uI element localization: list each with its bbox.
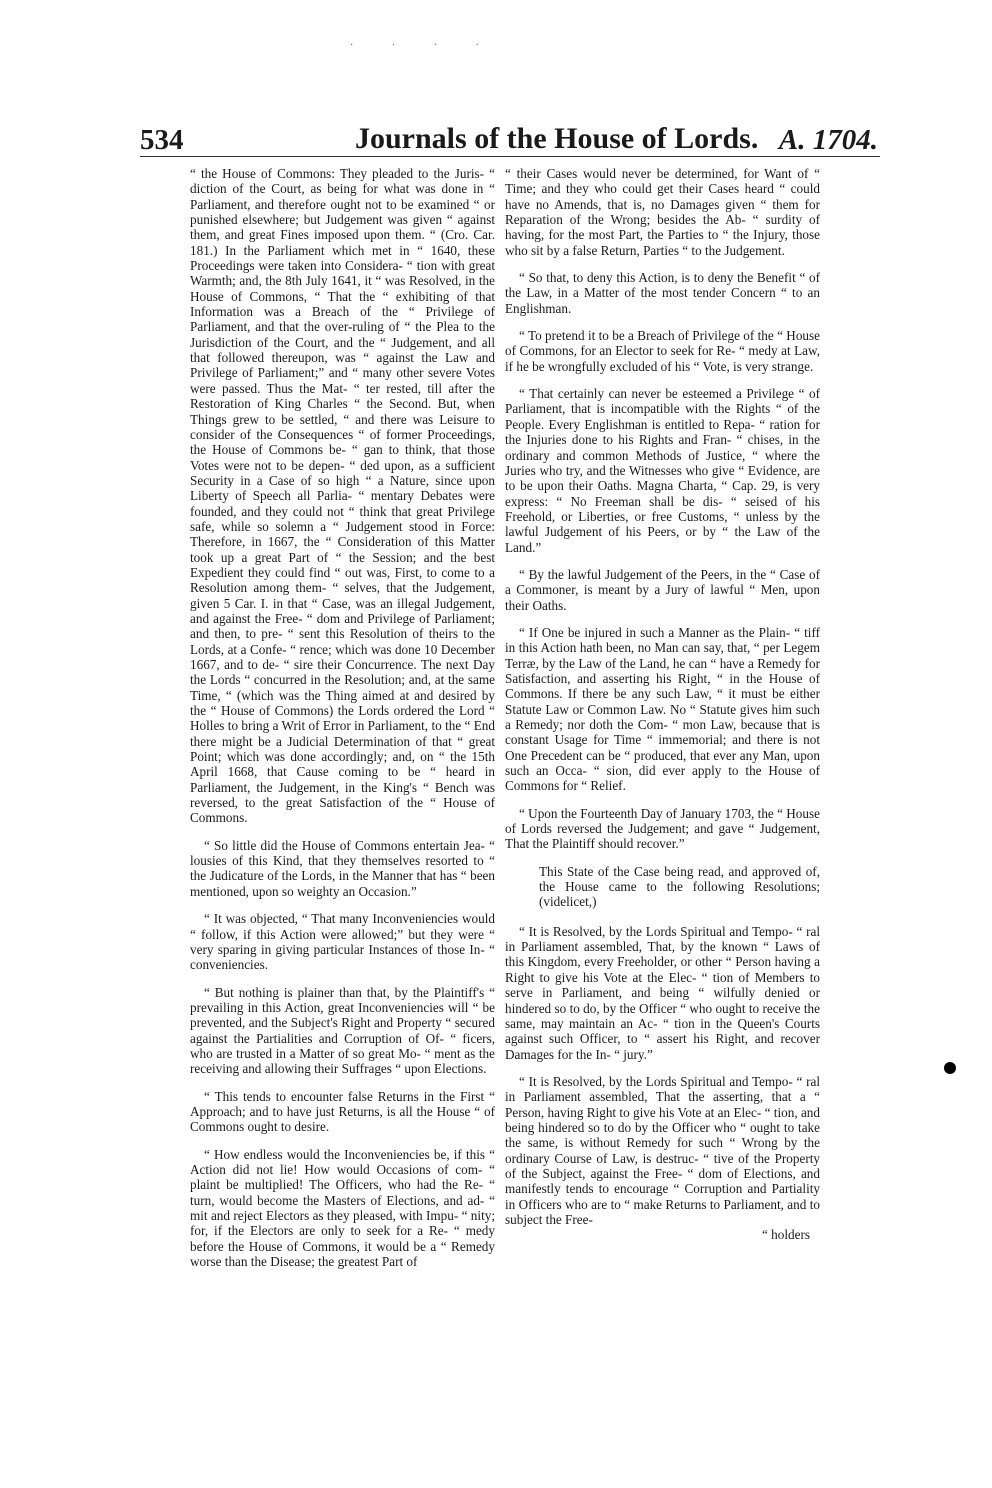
paragraph: “ If One be injured in such a Manner as the Plain- “ tiff in this Action hath been, no Man can say, that, “ per Legem Terræ, by the Law of the Land, he can “ have a Remedy for Satisfaction, and asserting his Right, “ in the House of Commons. If there be any such Law, “ it must be either Statute Law or Common Law. No “ Statute gives him such a Remedy; nor doth the Com- “ mon Law, because that is constant Usage for Time “ immemorial; and there is not One Precedent can be “ produced, that ever any Man, upon such an Occa- “ sion, did ever apply to the House of Commons for “ Relief.: [505, 624, 820, 794]
paragraph: “ To pretend it to be a Breach of Privilege of the “ House of Commons, for an Elector to seek for Re- “ medy at Law, if he be wrongfully excluded of his “ Vote, is very strange.: [505, 328, 820, 374]
right-column: [505, 166, 820, 1239]
paragraph: “ It is Resolved, by the Lords Spiritual and Tempo- “ ral in Parliament assembled, That the asserting, that a “ Person, having Right to give his Vote at an Elec- “ tion, and being hindered so to do by the Officer who “ ought to take the same, is without Remedy for such “ Wrong by the ordinary Course of Law, is destruc- “ tive of the Property of the Subject, against the Free- “ dom of Elections, and manifestly tends to encourage “ Corruption and Partiality in Officers who are to “ make Returns to Parliament, and to subject the Free-: [505, 1073, 820, 1227]
margin-mark: [944, 1062, 956, 1074]
paragraph: “ That certainly can never be esteemed a Privilege “ of Parliament, that is incompatible with the Rights “ of the People. Every Englishman is entitled to Repa- “ ration for the Injuries done to his Rights and Fran- “ chises, in the ordinary and common Methods of Justice, “ where the Juries who try, and the Witnesses who give “ Evidence, are to be upon their Oaths. Magna Charta, “ Cap. 29, is very express: “ No Freeman shall be dis- “ seised of his Freehold, or Liberties, or free Customs, “ unless by the lawful Judgement of his Peers, or by “ the Law of the Land.”: [505, 386, 820, 555]
paragraph: “ So that, to deny this Action, is to deny the Benefit “ of the Law, in a Matter of the most tender Concern “ to an Englishman.: [505, 270, 820, 316]
paragraph: “ their Cases would never be determined, for Want of “ Time; and they who could get their Cases heard “ could have no Amends, that is, no Damages given “ them for Reparation of the Wrong; besides the Ab- “ surdity of having, for the most Part, the Parties to “ the Injury, those who sit by a false Return, Parties “ to the Judgement.: [505, 166, 820, 258]
paragraph: “ It was objected, “ That many Inconveniencies would “ follow, if this Action were allowed;” but they were “ very sparing in giving particular Instances of those In- “ conveniencies.: [190, 911, 495, 973]
page-number: 534: [140, 124, 184, 156]
left-column: [190, 166, 495, 1281]
paragraph: “ It is Resolved, by the Lords Spiritual and Tempo- “ ral in Parliament assembled, That, by the known “ Laws of this Kingdom, every Freeholder, or other “ Person having a Right to give his Vote at the Elec- “ tion of Members to serve in Parliament, and being “ wilfully denied or hindered so to do, by the Officer “ who ought to receive the same, may maintain an Ac- “ tion in the Queen's Courts against such Officer, to “ assert his Right, and recover Damages for the In- “ jury.”: [505, 923, 820, 1062]
margin-specks: · · · ·: [350, 40, 497, 51]
paragraph: “ the House of Commons: They pleaded to the Juris- “ diction of the Court, as being for what was done in “ Parliament, and therefore ought not to be examined “ or punished elsewhere; but Judgement was given “ against them, and great Fines imposed upon them. “ (Cro. Car. 181.) In the Parliament which met in “ 1640, these Proceedings were taken into Considera- “ tion with great Warmth; and, the 8th July 1641, it “ was Resolved, in the House of Commons, “ That the “ exhibiting of that Information was a Breach of the “ Privilege of Parliament, and that the over-ruling of “ the Plea to the Jurisdiction of the Court, and the “ Judgement, and all that followed thereupon, was “ against the Law and Privilege of Parliament;” and “ many other severe Votes were passed. Thus the Mat- “ ter rested, till after the Restoration of King Charles “ the Second. But, when Things grew to be settled, “ and there was Leisure to consider of the Consequences “ of former Proceedings, the House of Commons be- “ gan to think, that those Votes were not to be depen- “ ded upon, as a sufficient Security in a Case of so high “ a Nature, since upon Liberty of Speech all Parlia- “ mentary Debates were founded, and they could not “ think that great Privilege safe, while so solemn a “ Judgement stood in Force: Therefore, in 1667, the “ Consideration of this Matter took up a great Part of “ the Session; and the best Expedient they could find “ out was, First, to come to a Resolution among them- “ selves, that the Judgement, given 5 Car. I. in that “ Case, was an illegal Judgement, and against the Free- “ dom and Privilege of Parliament; and then, to pre- “ sent this Resolution of theirs to the Lords, at a Confe- “ rence; which was done 10 December 1667, and to de- “ sire their Concurrence. The next Day the Lords “ concurred in the Resolution; and, at the same Time, “ (which was the Thing aimed at and desired by the “ House of Commons) the Lords ordered the Lord “ Holles to bring a Writ of Error in Parliament, to the “ End there might be a Judicial Determination of that “ great Point; which was done accordingly; and, on “ the 15th April 1668, that Cause coming to be “ heard in Parliament, the Judgement, in the King's “ Bench was reversed, to the great Satisfaction of the “ House of Commons.: [190, 166, 495, 826]
paragraph: “ But nothing is plainer than that, by the Plaintiff's “ prevailing in this Action, great Inconveniencies will “ be prevented, and the Subject's Right and Property “ secured against the Partialities and Corruption of Of- “ ficers, who are trusted in a Matter of so great Mo- “ ment as the receiving and allowing their Suffrages “ upon Elections.: [190, 984, 495, 1077]
header-rule: [140, 156, 880, 157]
paragraph: “ How endless would the Inconveniencies be, if this “ Action did not lie! How would Occasions of com- “ plaint be multiplied! The Officers, who had the Re- “ turn, would become the Masters of Elections, and ad- “ mit and reject Electors as they pleased, with Impu- “ nity; for, if the Electors are only to seek for a Re- “ medy before the House of Commons, it would be a “ Remedy worse than the Disease; the greatest Part of: [190, 1146, 495, 1270]
resolution-heading: This State of the Case being read, and approved of, the House came to the following Resolutions; (videlicet,): [539, 863, 820, 910]
paragraph: “ This tends to encounter false Returns in the First “ Approach; and to have just Returns, is all the House “ of Commons ought to desire.: [190, 1088, 495, 1135]
paragraph: “ By the lawful Judgement of the Peers, in the “ Case of a Commoner, is meant by a Jury of lawful “ Men, upon their Oaths.: [505, 566, 820, 613]
paragraph: “ So little did the House of Commons entertain Jea- “ lousies of this Kind, that they themselves resorted to “ the Judicature of the Lords, in the Manner that has “ been mentioned, upon so weighty an Occasion.”: [190, 837, 495, 899]
page-year: A. 1704.: [778, 124, 878, 156]
paragraph: “ Upon the Fourteenth Day of January 1703, the “ House of Lords reversed the Judgement; and gave “ Judgement, That the Plaintiff should recover.”: [505, 805, 820, 852]
running-title: Journals of the House of Lords.: [355, 122, 759, 155]
catchword: “ holders: [762, 1227, 810, 1242]
